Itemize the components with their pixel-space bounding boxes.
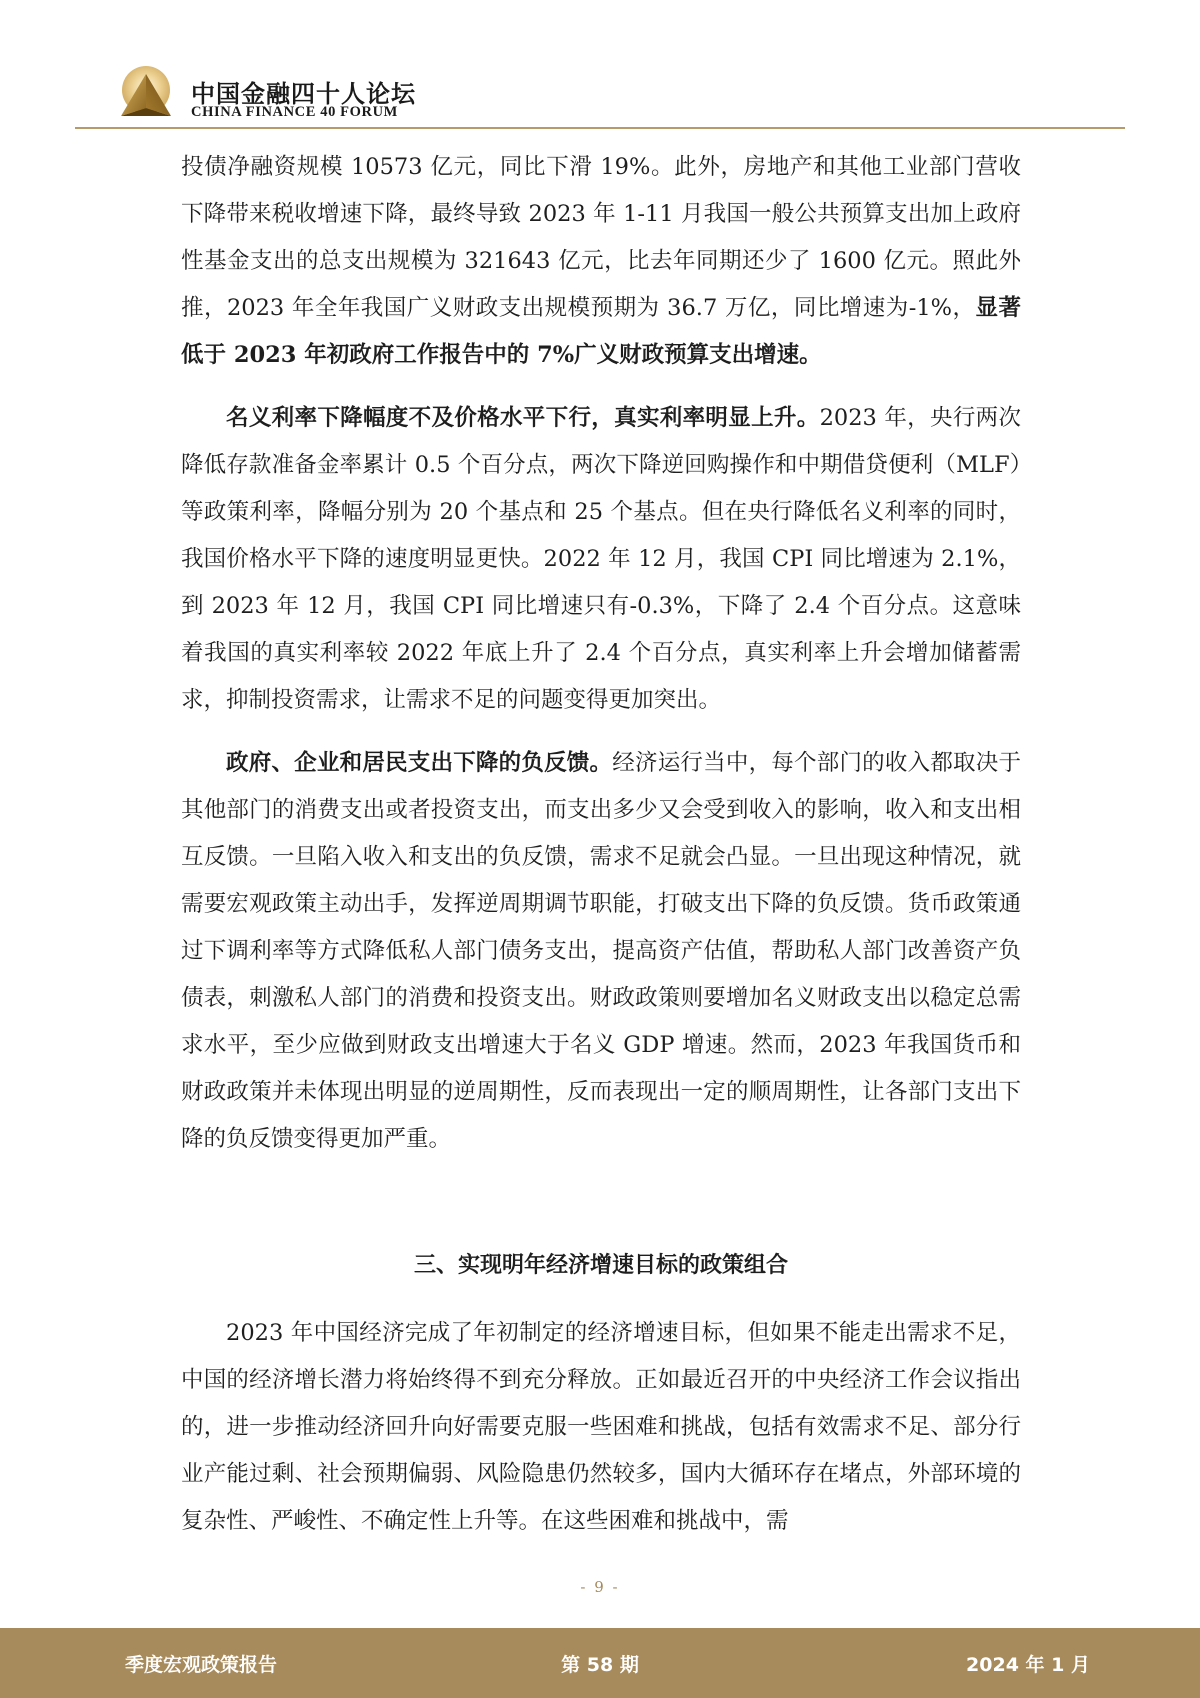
article-body xyxy=(181,144,1021,1179)
footer-issue: 第 58 期 xyxy=(561,1654,639,1676)
footer-report-title: 季度宏观政策报告 xyxy=(125,1654,278,1676)
paragraph-real-rate xyxy=(181,395,1021,724)
paragraph-text: 经济运行当中，每个部门的收入都取决于其他部门的消费支出或者投资支出，而支出多少又会受到收入的影响，收入和支出相互反馈。一旦陷入收入和支出的负反馈，需求不足就会凸显。一旦出现这种情况，就需要宏观政策主动出手，发挥逆周期调节职能，打破支出下降的负反馈。货币政策通过下调利率等方式降低私人部门债务支出，提高资产估值，帮助私人部门改善资产负债表，刺激私人部门的消费和投资支出。财政政策则要增加名义财政支出以稳定总需求水平，至少应做到财政支出增速大于名义 GDP 增速。然而，2023 年我国货币和财政政策并未体现出明显的逆周期性，反而表现出一定的顺周期性，让各部门支出下降的负反馈变得更加严重。 xyxy=(181,750,1021,1152)
paragraph-negative-feedback xyxy=(181,740,1021,1163)
paragraph-lead: 政府、企业和居民支出下降的负反馈。 xyxy=(226,750,613,776)
footer-bar xyxy=(0,1628,1200,1698)
paragraph-policy-mix: 2023 年中国经济完成了年初制定的经济增速目标，但如果不能走出需求不足，中国的经济增长潜力将始终得不到充分释放。正如最近召开的中央经济工作会议指出的，进一步推动经济回升向好需要克服一些困难和挑战，包括有效需求不足、部分行业产能过剩、社会预期偏弱、风险隐患仍然较多，国内大循环存在堵点，外部环境的复杂性、严峻性、不确定性上升等。在这些困难和挑战中，需 xyxy=(181,1320,1021,1534)
section-heading: 三、实现明年经济增速目标的政策组合 xyxy=(413,1253,788,1278)
header-divider xyxy=(75,127,1125,129)
paragraph-fiscal xyxy=(181,144,1021,379)
paragraph-text: 2023 年，央行两次降低存款准备金率累计 0.5 个百分点，两次下降逆回购操作和中期借贷便利（MLF）等政策利率，降幅分别为 20 个基点和 25 个基点。但在央行降低名义利率的同时，我国价格水平下降的速度明显更快。2022 年 12 月，我国 CPI 同比增速为 2.1%，到 2023 年 12 月，我国 CPI 同比增速只有-0.3%，下降了 2.4 个百分点。这意味着我国的真实利率较 2022 年底上升了 2.4 个百分点，真实利率上升会增加储蓄需求，抑制投资需求，让需求不足的问题变得更加突出。 xyxy=(181,405,1021,713)
paragraph-emphasis: 显著低于 2023 年初政府工作报告中的 7%广义财政预算支出增速。 xyxy=(181,295,1021,368)
org-name-cn: 中国金融四十人论坛 xyxy=(191,80,416,108)
paragraph-text: 投债净融资规模 10573 亿元，同比下滑 19%。此外，房地产和其他工业部门营收下降带来税收增速下降，最终导致 2023 年 1-11 月我国一般公共预算支出加上政府性基金支出的总支出规模为 321643 亿元，比去年同期还少了 1600 亿元。照此外推，2023 年全年我国广义财政支出规模预期为 36.7 万亿，同比增速为-1%， xyxy=(181,154,1021,321)
footer-date: 2024 年 1 月 xyxy=(966,1654,1090,1676)
org-name-en: CHINA FINANCE 40 FORUM xyxy=(191,104,398,120)
forum-logo-icon xyxy=(115,64,177,126)
page-number: - 9 - xyxy=(580,1578,620,1596)
paragraph-lead: 名义利率下降幅度不及价格水平下行，真实利率明显上升。 xyxy=(226,405,820,431)
article-body-continued xyxy=(181,1310,1021,1545)
